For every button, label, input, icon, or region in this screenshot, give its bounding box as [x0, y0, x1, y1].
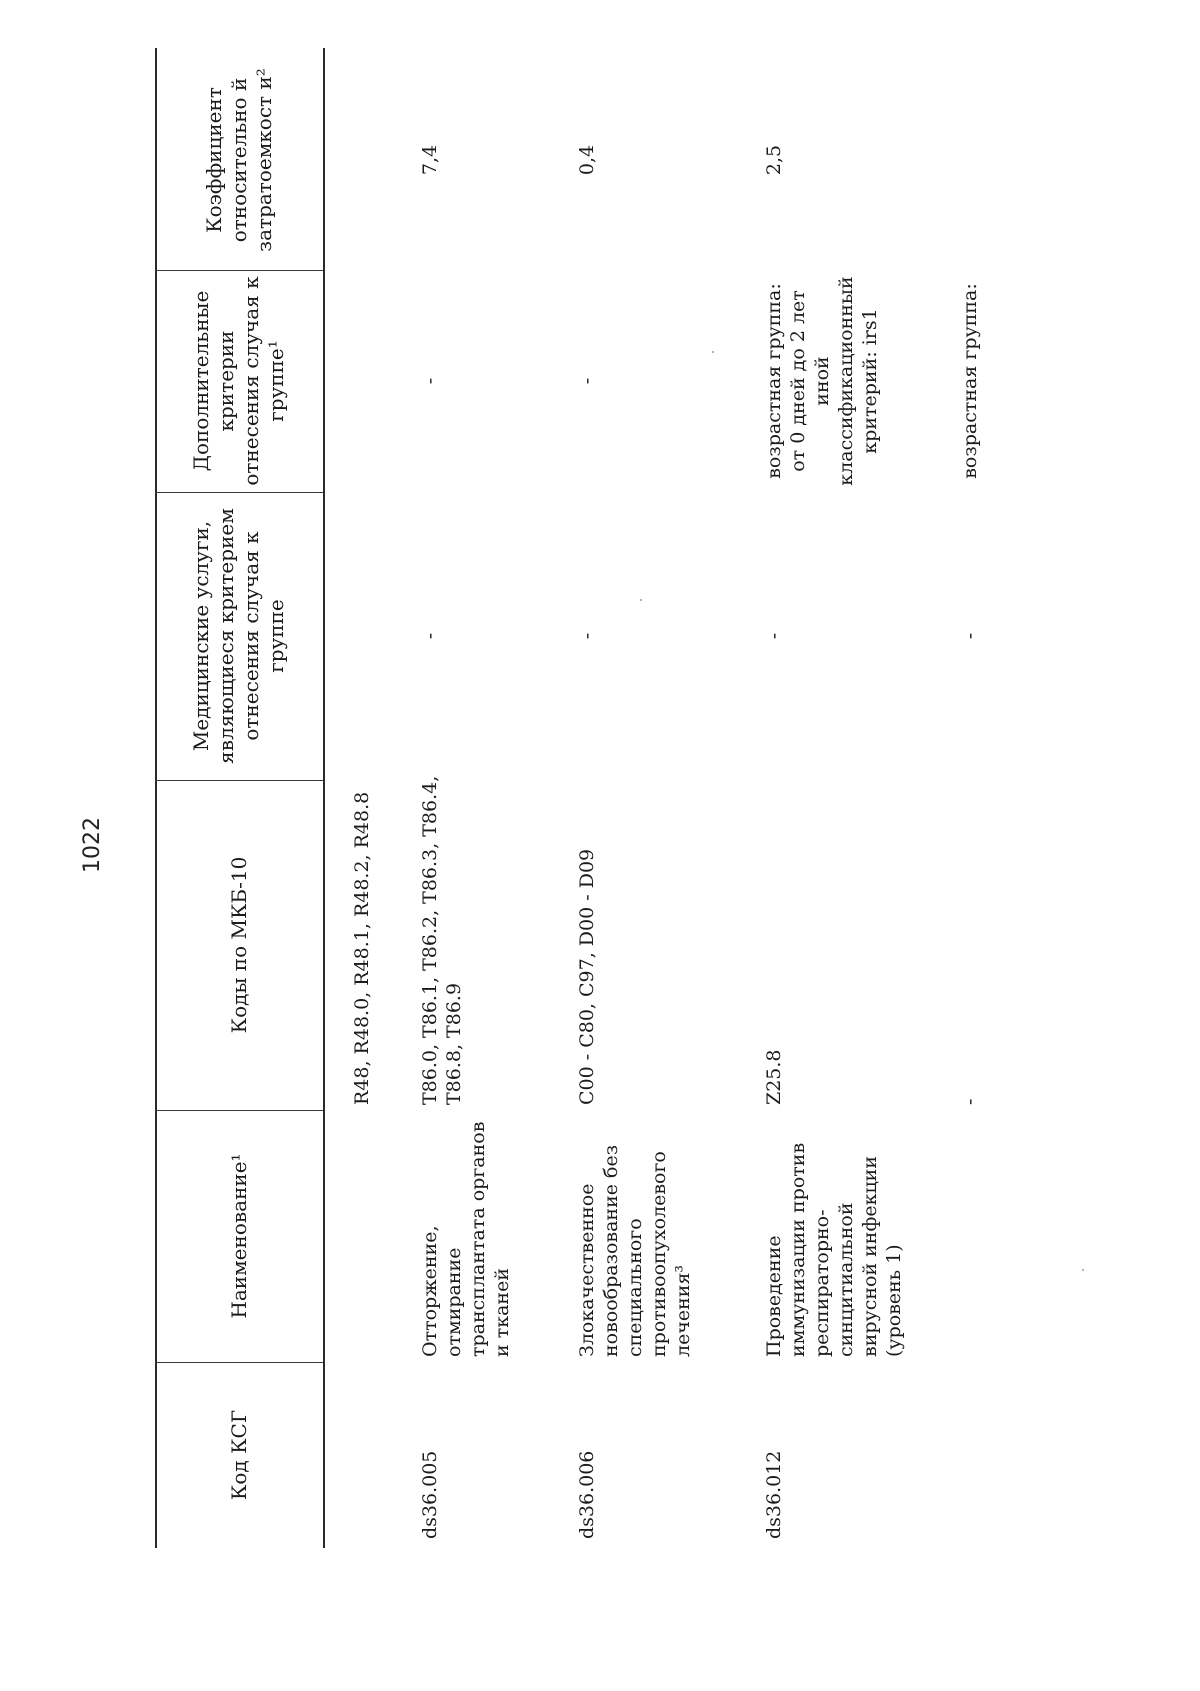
icd-codes-cell: -	[959, 1098, 981, 1105]
scan-speck	[712, 351, 714, 353]
services-cell: -	[419, 632, 441, 640]
coefficient-cell: 2,5	[763, 144, 785, 176]
table-header-rule	[323, 48, 325, 1548]
name-cell: Отторжение, отмирание трансплантата органов и тканей	[419, 1121, 513, 1357]
services-cell: -	[763, 632, 785, 640]
name-cell: Злокачественное новообразование без специального противоопухолевого лечения³	[576, 1144, 694, 1357]
icd-codes-cell: Z25.8	[763, 1049, 785, 1105]
column-divider	[155, 492, 323, 493]
coefficient-cell: 0,4	[576, 144, 598, 176]
header-code: Код КСГ	[226, 1409, 251, 1501]
criteria-cell: возрастная группа:	[959, 283, 981, 479]
icd-codes-cell: C00 - C80, C97, D00 - D09	[576, 848, 598, 1105]
ksg-code-cell: ds36.006	[576, 1450, 598, 1539]
name-cell: Проведение иммунизации против респираторно- синцитиальной вирусной инфекции (уровень 1)	[763, 1142, 905, 1357]
page-number: 1022	[80, 817, 105, 873]
services-cell: -	[959, 632, 981, 640]
column-divider	[155, 1362, 323, 1363]
icd-codes-cell: T86.0, T86.1, T86.2, T86.3, T86.4, T86.8, T86.9	[419, 775, 465, 1105]
header-icd-codes: Коды по МКБ-10	[226, 856, 251, 1034]
criteria-cell: возрастная группа: от 0 дней до 2 лет иной классификационный критерий: irs1	[763, 276, 881, 486]
coefficient-cell: 7,4	[419, 144, 441, 176]
column-divider	[155, 1110, 323, 1111]
criteria-cell: -	[419, 377, 441, 385]
scan-speck	[640, 599, 642, 601]
header-name: Наименование¹	[226, 1153, 251, 1319]
column-divider	[155, 780, 323, 781]
header-additional-criteria: Дополнительные критерии отнесения случая к группе¹	[189, 276, 288, 486]
icd-continued-cell: R48, R48.0, R48.1, R48.2, R48.8	[351, 791, 373, 1105]
ksg-code-cell: ds36.005	[419, 1450, 441, 1539]
ksg-code-cell: ds36.012	[763, 1450, 785, 1539]
criteria-cell: -	[576, 377, 598, 385]
header-medical-services: Медицинские услуги, являющиеся критерием отнесения случая к группе	[189, 508, 288, 764]
column-divider	[155, 270, 323, 271]
header-cost-coefficient: Коэффициент относительно й затратоемкост и²	[201, 68, 276, 252]
scan-speck	[1082, 1269, 1084, 1271]
services-cell: -	[576, 632, 598, 640]
